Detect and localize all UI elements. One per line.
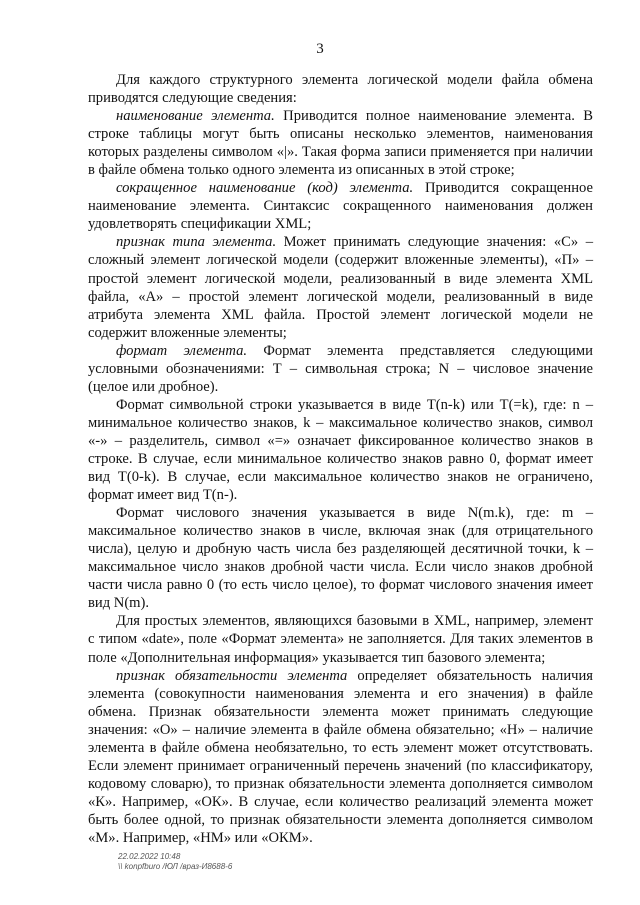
element-code-term: сокращенное наименование (код) элемента. [116,180,414,197]
mandatory-flag-text: определяет обязательность наличия элемента (совокупности наименования элемента и его значения) в файле обмена. Признак обязательности элемента может принимать следующие значения: «О» – наличие элемента в файле обмена обязательно; «Н» – наличие элемента в файле обмена необязательно, то есть элемент может отсутствовать. Если элемент принимает ограниченный перечень значений (по классификатору, кодовому словарю), то признак обязательности элемента дополняется символом «К». Например, «ОК». В случае, если количество реализаций элемента может быть более одной, то признак обязательности элемента дополняется символом «М». Например, «НМ» или «ОКМ». [88,667,593,846]
document-footer [118,852,232,872]
element-format-paragraph [88,342,593,396]
element-name-paragraph [88,107,593,179]
footer-timestamp: 22.02.2022 10:48 [118,852,181,861]
element-type-term: признак типа элемента. [116,234,277,251]
document-body [88,71,593,847]
element-name-term: наименование элемента. [116,108,275,125]
element-type-text: Может принимать следующие значения: «С» – сложный элемент логической модели (содержит вложенные элементы), «П» – простой элемент логической модели, реализованный в виде элемента XML файла, «А» – простой элемент логической модели, реализованный в виде атрибута элемента XML файла. Простой элемент логической модели не содержит вложенные элементы; [88,234,593,341]
element-code-paragraph [88,179,593,233]
intro-paragraph: Для каждого структурного элемента логической модели файла обмена приводятся следующие сведения: [88,72,593,107]
element-type-paragraph [88,233,593,341]
element-format-text: Формат элемента представляется следующими условными обозначениями: Т – символьная строка; N – числовое значение (целое или дробное). [88,342,593,395]
element-format-term: формат элемента. [116,342,248,359]
element-code-text: Приводится сокращенное наименование элемента. Синтаксис сокращенного наименования должен удовлетворять спецификации XML; [88,180,593,233]
mandatory-flag-term: признак обязательности элемента [116,667,348,684]
numeric-format-paragraph: Формат числового значения указывается в виде N(m.k), где: m – максимальное количество знаков в числе, включая знак (для отрицательного числа), целую и дробную часть числа без разделяющей десятичной точки, k – максимальное число знаков дробной части числа. Если число знаков дробной части числа равно 0 (то есть число целое), то формат числового значения имеет вид N(m). [88,505,593,612]
element-name-text: Приводится полное наименование элемента. В строке таблицы могут быть описаны несколько элементов, наименования которых разделены символом «|». Такая форма записи применяется при наличии в файле обмена только одного элемента из описанных в этой строке; [88,108,594,179]
base-elements-paragraph: Для простых элементов, являющихся базовыми в XML, например, элемент с типом «date», поле «Формат элемента» не заполняется. Для таких элементов в поле «Дополнительная информация» указывается тип базового элемента; [88,613,593,666]
string-format-paragraph: Формат символьной строки указывается в виде Т(n-k) или Т(=k), где: n – минимальное количество знаков, k – максимальное количество знаков, символ «-» – разделитель, символ «=» означает фиксированное количество знаков в строке. В случае, если минимальное количество знаков равно 0, формат имеет вид Т(0-k). В случае, если максимальное количество знаков не ограничено, формат имеет вид Т(n-). [88,396,593,504]
mandatory-flag-paragraph [88,667,593,847]
page-number: 3 [316,41,324,57]
footer-file-path: \\ konpfburo /ЮЛ /враз-И8688-6 [118,862,233,871]
